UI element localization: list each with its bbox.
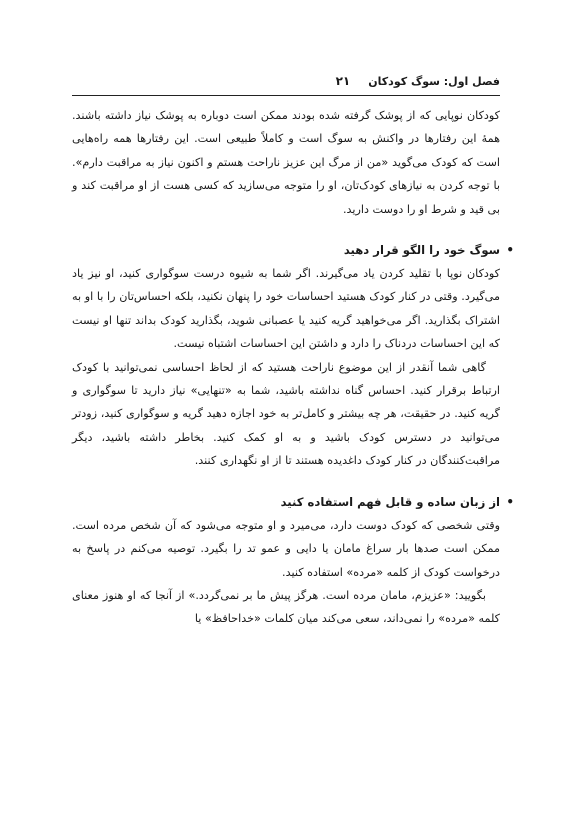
section-heading-simple-language: [72, 490, 514, 514]
section-heading-model-grief: [72, 238, 514, 262]
section-paragraph: کودکان نوپا با تقلید کردن یاد می‌گیرند. اگر شما به شیوه درست سوگواری کنید، او نیز یاد می‌گیرد. وقتی در کنار کودک هستید احساسات خود را پنهان نکنید، بلکه احساس‌تان را با او به اشتراک بگذارید. اگر می‌خواهید گریه کنید یا عصبانی شوید، بگذارید کودک بداند تنها او نیست که این احساسات دردناک را دارد و داشتن این احساسات اشتباه نیست.: [72, 267, 500, 351]
running-header-chapter-title: فصل اول: سوگ کودکان: [368, 74, 500, 88]
bullet-icon: •: [506, 243, 514, 258]
section-paragraph: وقتی شخصی که کودک دوست دارد، می‌میرد و او متوجه می‌شود که آن شخص مرده است. ممکن است صدها بار سراغ مامان یا دایی و عمو تد را بگیرد. توصیه می‌کنم در پاسخ به درخواست کودک از کلمه «مرده» استفاده کنید.: [72, 518, 500, 579]
header-rule: [72, 95, 500, 96]
bullet-icon: •: [506, 494, 514, 509]
section-paragraph: گاهی شما آنقدر از این موضوع ناراحت هستید که از لحاظ احساسی نمی‌توانید با کودک ارتباط برقرار کنید. احساس گناه نداشته باشید، شما به «تنهایی» نیاز دارید تا سوگواری و گریه کنید. در حقیقت، هر چه بیشتر و کامل‌تر به خود اجازه دهید گریه و سوگواری کنید، زودتر می‌توانید در دسترس کودک باشید و به او کمک کنید. بخاطر داشته باشید، دیگر مراقبت‌کنندگان در کنار کودک داغدیده هستند تا از او نگهداری کنند.: [72, 360, 500, 468]
page-number: ۲۱: [335, 74, 351, 88]
section-paragraph: بگویید: «عزیزم، مامان مرده است. هرگز پیش ما بر نمی‌گردد.» از آنجا که او هنوز معنای کلمه «مرده» را نمی‌داند، سعی می‌کند میان کلمات «خداحافظ» یا: [72, 588, 500, 626]
section-heading-text: از زبان ساده و قابل فهم استفاده کنید: [280, 494, 500, 509]
section-heading-text: سوگ خود را الگو قرار دهید: [343, 243, 500, 258]
intro-paragraph: کودکان نوپایی که از پوشک گرفته شده بودند ممکن است دوباره به پوشک نیاز داشته باشند. همهٔ این رفتارها در واکنش به سوگ است و کاملاً طبیعی است. این رفتارها همه راه‌هایی است که کودک می‌گوید «من از مرگ این عزیز ناراحت هستم و اکنون نیاز به مراقبت دارم». با توجه کردن به نیازهای کودک‌تان، او را متوجه می‌سازید که کسی هست از او مراقبت کند و بی قید و شرط او را دوست دارید.: [72, 109, 500, 216]
page-body: [72, 104, 514, 631]
running-header: [72, 70, 500, 92]
